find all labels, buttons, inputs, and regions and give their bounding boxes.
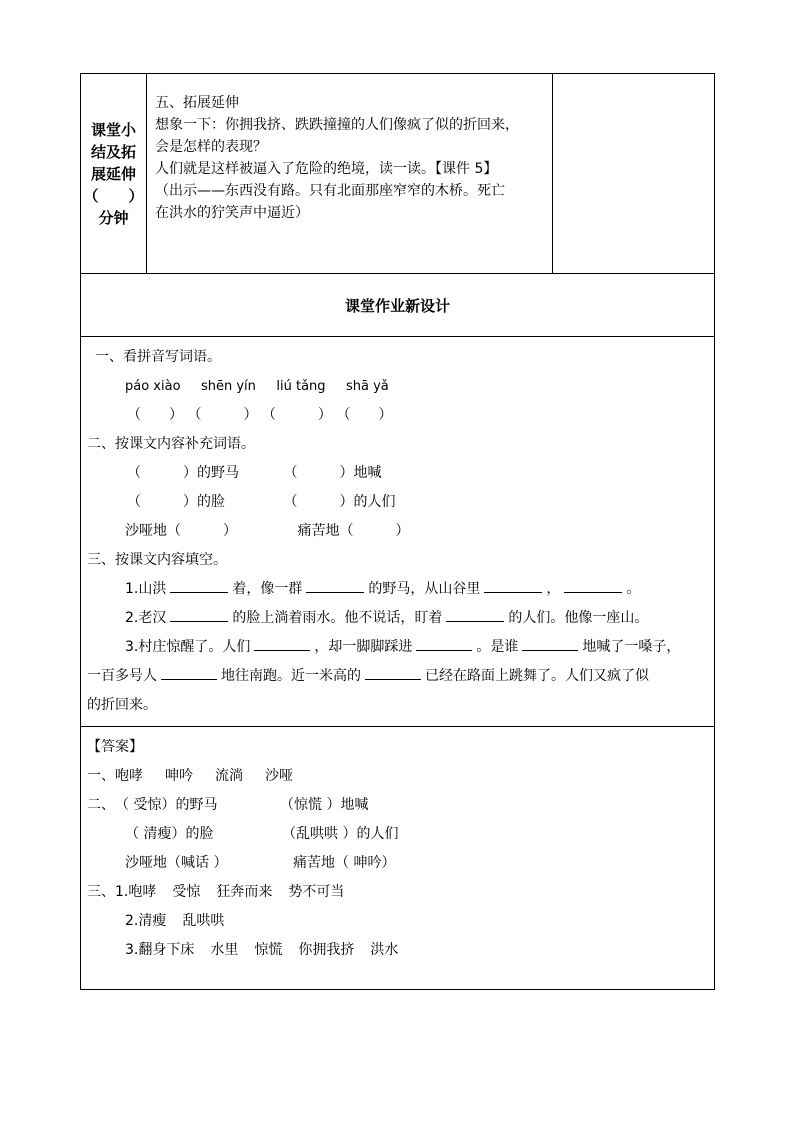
fill-blank[interactable] — [306, 578, 364, 593]
answer-word: 乱哄哄 — [182, 913, 225, 929]
answer-line — [87, 820, 710, 849]
sentence-text: 的人们。他像一座山。 — [508, 610, 649, 626]
answer-line — [87, 791, 710, 820]
pinyin: páo xiào — [125, 379, 181, 394]
answer-word: 惊慌 — [254, 942, 283, 958]
sentence-text: 的脸上淌着雨水。他不说话，盯着 — [232, 610, 443, 626]
answer-item: （ 清瘦）的脸 — [125, 826, 214, 842]
answer-item: （惊慌 ）地喊 — [280, 797, 369, 813]
answer-bracket: （ ） — [127, 407, 183, 423]
answer-word: 你拥我挤 — [298, 942, 355, 958]
q3-sentence — [87, 604, 710, 633]
answer-word: 呻吟 — [165, 768, 193, 784]
sentence-text: 着，像一群 — [232, 581, 303, 597]
q3-sentence-end: 的折回来。 — [87, 697, 157, 713]
fill-blank[interactable] — [484, 578, 542, 593]
sentence-text: 2.老汉 — [125, 610, 167, 626]
q3-sentence — [87, 575, 710, 604]
q2-row — [87, 488, 710, 517]
section-label — [81, 74, 147, 274]
sentence-text: 地往南跑。近一米高的 — [221, 668, 361, 684]
q1-bracket-row — [87, 401, 710, 430]
section-label-line: （ ） — [83, 186, 144, 205]
q2-item: 痛苦地（ ） — [297, 523, 410, 539]
sentence-text: 。 — [626, 581, 641, 597]
sentence-text: 已经在路面上跳舞了。人们又疯了似 — [425, 668, 649, 684]
fill-blank[interactable] — [564, 578, 622, 593]
sentence-text: 3.村庄惊醒了。人们 — [125, 639, 251, 655]
answer-word: 2.清瘦 — [125, 913, 167, 929]
answer-item: （ 受惊）的野马 — [115, 797, 218, 813]
q2-heading: 二、按课文内容补充词语。 — [87, 436, 255, 452]
answer-prefix: 二、 — [87, 797, 115, 813]
answer-word: 3.翻身下床 — [125, 942, 195, 958]
q3-sentence — [87, 662, 710, 691]
answer-item: 痛苦地（ 呻吟） — [293, 855, 396, 871]
section-label-line: 分钟 — [98, 208, 129, 227]
fill-blank[interactable] — [416, 636, 472, 651]
answer-prefix: 三、 — [87, 884, 115, 900]
answer-item: （乱哄哄 ）的人们 — [282, 826, 399, 842]
paragraph: 人们就是这样被逼入了危险的绝境，读一读。【课件 5】 — [155, 161, 498, 177]
pinyin: liú tǎng — [276, 379, 326, 394]
answer-word: 狂奔而来 — [216, 884, 273, 900]
answer-line — [87, 936, 710, 965]
answers-heading: 【答案】 — [87, 739, 143, 755]
fill-blank[interactable] — [446, 607, 504, 622]
answer-word: 水里 — [210, 942, 239, 958]
q2-item: （ ）的人们 — [283, 494, 396, 510]
homework-row — [81, 337, 715, 727]
answer-word: 咆哮 — [115, 768, 143, 784]
section-label-line: 课堂小 — [90, 120, 136, 139]
paragraph: 想象一下：你拥我挤、跌跌撞撞的人们像疯了似的折回来， — [155, 117, 519, 133]
paragraph: （出示——东西没有路。只有北面那座窄窄的木桥。死亡 — [155, 183, 505, 199]
lesson-plan-sheet — [80, 73, 714, 990]
answer-word: 势不可当 — [288, 884, 345, 900]
homework-content — [81, 337, 715, 727]
answer-word: 1.咆哮 — [115, 884, 157, 900]
sentence-text: 一百多号人 — [87, 668, 157, 684]
notes-cell — [553, 74, 715, 274]
answer-item: 沙哑地（喊话 ） — [125, 855, 228, 871]
answer-line — [87, 907, 710, 936]
fill-blank[interactable] — [254, 636, 310, 651]
fill-blank[interactable] — [161, 665, 217, 680]
sentence-text: 地喊了一嗓子， — [582, 639, 681, 655]
fill-blank[interactable] — [365, 665, 421, 680]
extension-row — [81, 74, 715, 274]
answer-word: 受惊 — [172, 884, 201, 900]
section-label-line: 展延伸 — [90, 164, 136, 183]
answer-prefix: 一、 — [87, 768, 115, 784]
q2-row — [87, 459, 710, 488]
lesson-plan-table — [80, 73, 715, 990]
pinyin: shā yǎ — [345, 379, 389, 394]
answer-bracket: （ ） — [261, 407, 332, 423]
homework-title: 课堂作业新设计 — [81, 274, 715, 337]
answers-row — [81, 727, 715, 990]
q2-row — [87, 517, 710, 546]
sentence-text: ， — [546, 581, 561, 597]
sentence-text: 的野马，从山谷里 — [368, 581, 481, 597]
section-content — [147, 74, 553, 274]
paragraph: 会是怎样的表现？ — [155, 139, 267, 155]
q2-item: 沙哑地（ ） — [125, 523, 237, 539]
fill-blank[interactable] — [170, 607, 228, 622]
sentence-text: 1.山洪 — [125, 581, 167, 597]
q2-item: （ ）的脸 — [127, 494, 225, 510]
fill-blank[interactable] — [170, 578, 228, 593]
pinyin: shēn yín — [200, 379, 256, 394]
sentence-text: ，却一脚脚踩进 — [314, 639, 413, 655]
fill-blank[interactable] — [522, 636, 578, 651]
homework-title-row — [81, 274, 715, 337]
answers-content — [81, 727, 715, 990]
answer-line — [87, 849, 710, 878]
section-heading: 五、拓展延伸 — [155, 95, 239, 111]
q3-heading: 三、按课文内容填空。 — [87, 552, 227, 568]
answer-bracket: （ ） — [336, 407, 393, 423]
q3-sentence — [87, 633, 710, 662]
answer-word: 沙哑 — [265, 768, 293, 784]
sentence-text: 。是谁 — [476, 639, 519, 655]
answer-line — [87, 878, 710, 907]
answer-word: 流淌 — [215, 768, 243, 784]
answer-line — [87, 762, 710, 791]
q2-item: （ ）地喊 — [283, 465, 382, 481]
q2-item: （ ）的野马 — [127, 465, 239, 481]
section-label-line: 结及拓 — [90, 142, 136, 161]
q1-heading: 一、看拼音写词语。 — [95, 349, 221, 365]
q1-pinyin-row — [87, 372, 710, 401]
paragraph: 在洪水的狞笑声中逼近） — [155, 205, 309, 221]
answer-bracket: （ ） — [187, 407, 258, 423]
answer-word: 洪水 — [370, 942, 399, 958]
